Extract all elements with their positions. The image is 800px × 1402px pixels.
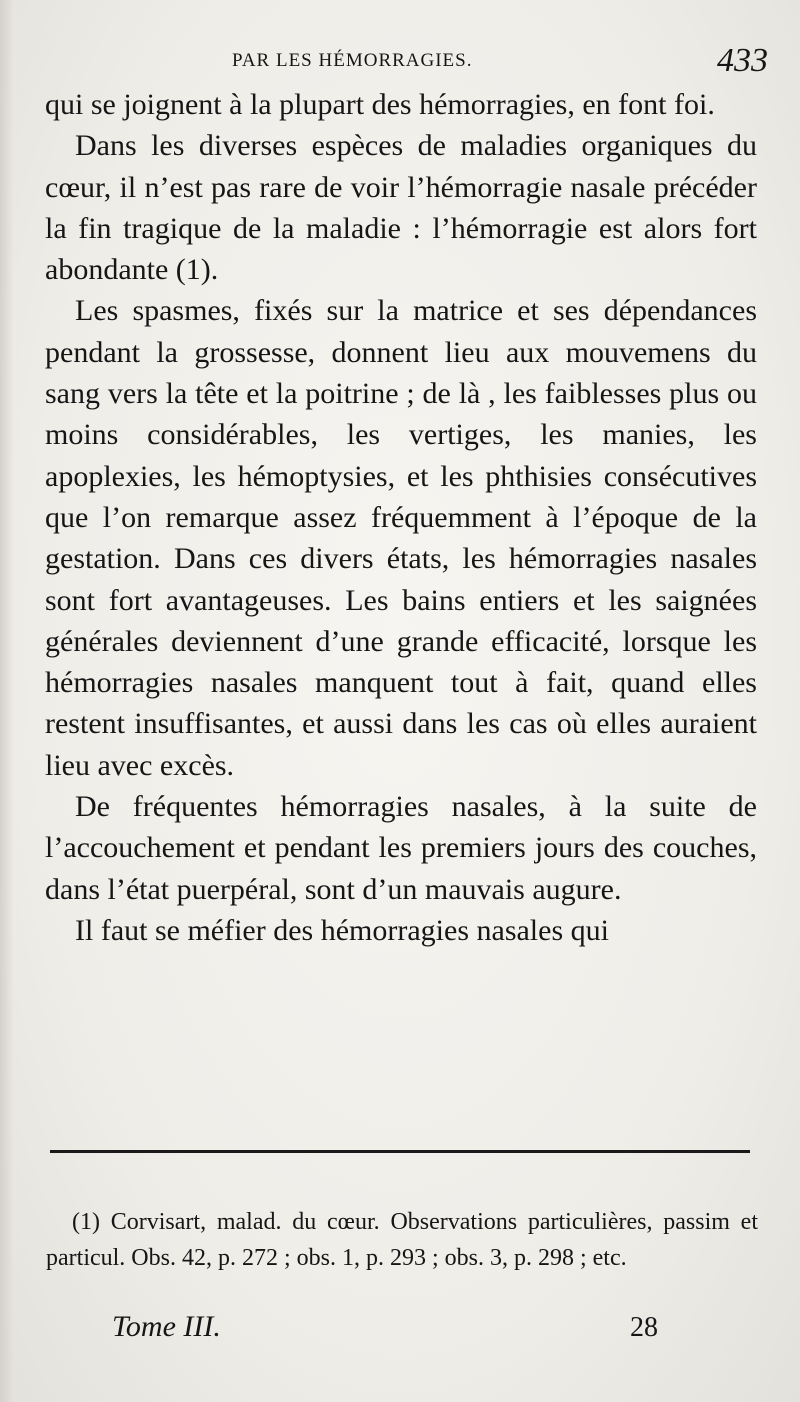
- running-head: [0, 44, 800, 84]
- paragraph: Dans les diverses espèces de maladies organiques du cœur, il n’est pas rare de voir l’hémorragie nasale précéder la fin tragique de la maladie : l’hémorragie est alors fort abondante (1).: [45, 129, 757, 287]
- footnote-rule: [50, 1150, 750, 1153]
- page-number: 433: [717, 42, 768, 79]
- main-text: [45, 84, 757, 951]
- paragraph: Les spasmes, fixés sur la matrice et ses dépendances pendant la grossesse, donnent lieu aux mouvemens du sang vers la tête et la poitrine ; de là , les faiblesses plus ou moins considérables, les vertiges, les manies, les apoplexies, les hémoptysies, et les phthisies consécutives que l’on remarque assez fréquemment à l’époque de la gestation. Dans ces divers états, les hémorragies nasales sont fort avantageuses. Les bains entiers et les saignées générales deviennent d’une grande efficacité, lorsque les hémorragies nasales manquent tout à fait, quand elles restent insuffisantes, et aussi dans les cas où elles auraient lieu avec excès.: [45, 294, 757, 782]
- running-title: PAR LES HÉMORRAGIES.: [232, 50, 473, 71]
- page-edge-shadow: [0, 0, 14, 1402]
- footnote: [46, 1204, 758, 1276]
- signature-mark: 28: [630, 1312, 658, 1343]
- signature-line: [0, 1310, 800, 1350]
- paragraph: Il faut se méfier des hémorragies nasales qui: [75, 913, 609, 947]
- paragraph: De fréquentes hémorragies nasales, à la suite de l’accouchement et pendant les premiers jours des couches, dans l’état puerpéral, sont d’un mauvais augure.: [45, 790, 757, 906]
- paragraph-continued: qui se joignent à la plupart des hémorragies, en font foi.: [45, 88, 715, 121]
- footnote-text: (1) Corvisart, malad. du cœur. Observations particulières, passim et particul. Obs. 42, p. 272 ; obs. 1, p. 293 ; obs. 3, p. 298 ; etc.: [46, 1209, 758, 1271]
- volume-label: Tome III.: [112, 1310, 221, 1343]
